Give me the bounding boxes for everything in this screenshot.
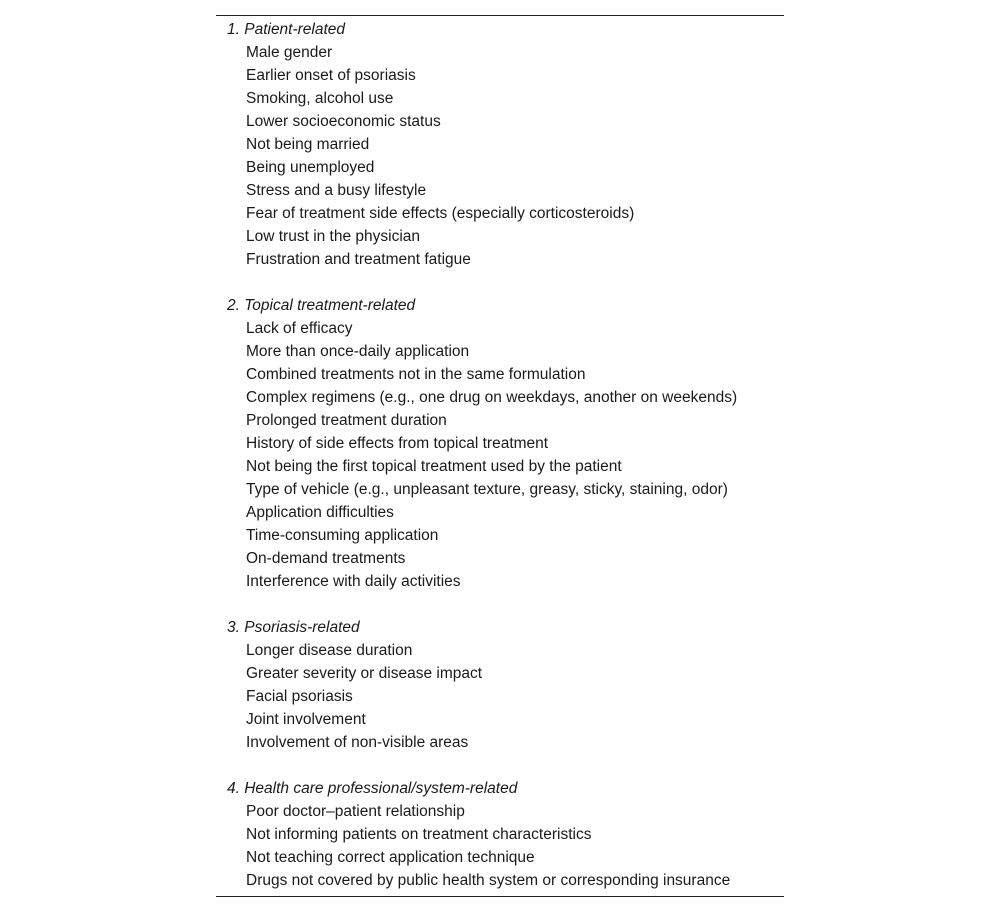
section-heading: 3. Psoriasis-related [227, 619, 360, 636]
list-item: Lower socioeconomic status [246, 113, 441, 130]
list-item: Involvement of non-visible areas [246, 734, 469, 751]
list-item: Combined treatments not in the same formulation [246, 366, 586, 383]
section-psoriasis-related [216, 616, 784, 754]
list-item: Frustration and treatment fatigue [246, 251, 471, 268]
section-health-care-system-related [216, 777, 784, 892]
factors-table [216, 15, 784, 897]
list-item: Not teaching correct application technique [246, 849, 535, 866]
list-item: Not being married [246, 136, 370, 153]
list-item: Joint involvement [246, 711, 366, 728]
list-item: Being unemployed [246, 159, 375, 176]
list-item: Not being the first topical treatment used by the patient [246, 458, 622, 475]
list-item: Longer disease duration [246, 642, 413, 659]
section-heading: 4. Health care professional/system-related [227, 780, 518, 797]
list-item: History of side effects from topical treatment [246, 435, 549, 452]
list-item: Not informing patients on treatment characteristics [246, 826, 592, 843]
list-item: Time-consuming application [246, 527, 439, 544]
list-item: Drugs not covered by public health system or corresponding insurance [246, 872, 731, 889]
list-item: Complex regimens (e.g., one drug on weekdays, another on weekends) [246, 389, 738, 406]
list-item: More than once-daily application [246, 343, 470, 360]
list-item: Fear of treatment side effects (especially corticosteroids) [246, 205, 635, 222]
list-item: Prolonged treatment duration [246, 412, 447, 429]
list-item: Poor doctor–patient relationship [246, 803, 465, 820]
list-item: Greater severity or disease impact [246, 665, 483, 682]
list-item: Earlier onset of psoriasis [246, 67, 416, 84]
list-item: Interference with daily activities [246, 573, 461, 590]
list-item: Facial psoriasis [246, 688, 353, 705]
list-item: Male gender [246, 44, 333, 61]
list-item: Lack of efficacy [246, 320, 353, 337]
list-item: Smoking, alcohol use [246, 90, 394, 107]
list-item: Type of vehicle (e.g., unpleasant texture, greasy, sticky, staining, odor) [246, 481, 728, 498]
list-item: Low trust in the physician [246, 228, 421, 245]
section-topical-treatment-related [216, 294, 784, 593]
list-item: Stress and a busy lifestyle [246, 182, 427, 199]
list-item: On-demand treatments [246, 550, 406, 567]
section-patient-related [216, 18, 784, 271]
list-item: Application difficulties [246, 504, 394, 521]
section-heading: 1. Patient-related [227, 21, 346, 38]
section-heading: 2. Topical treatment-related [227, 297, 416, 314]
